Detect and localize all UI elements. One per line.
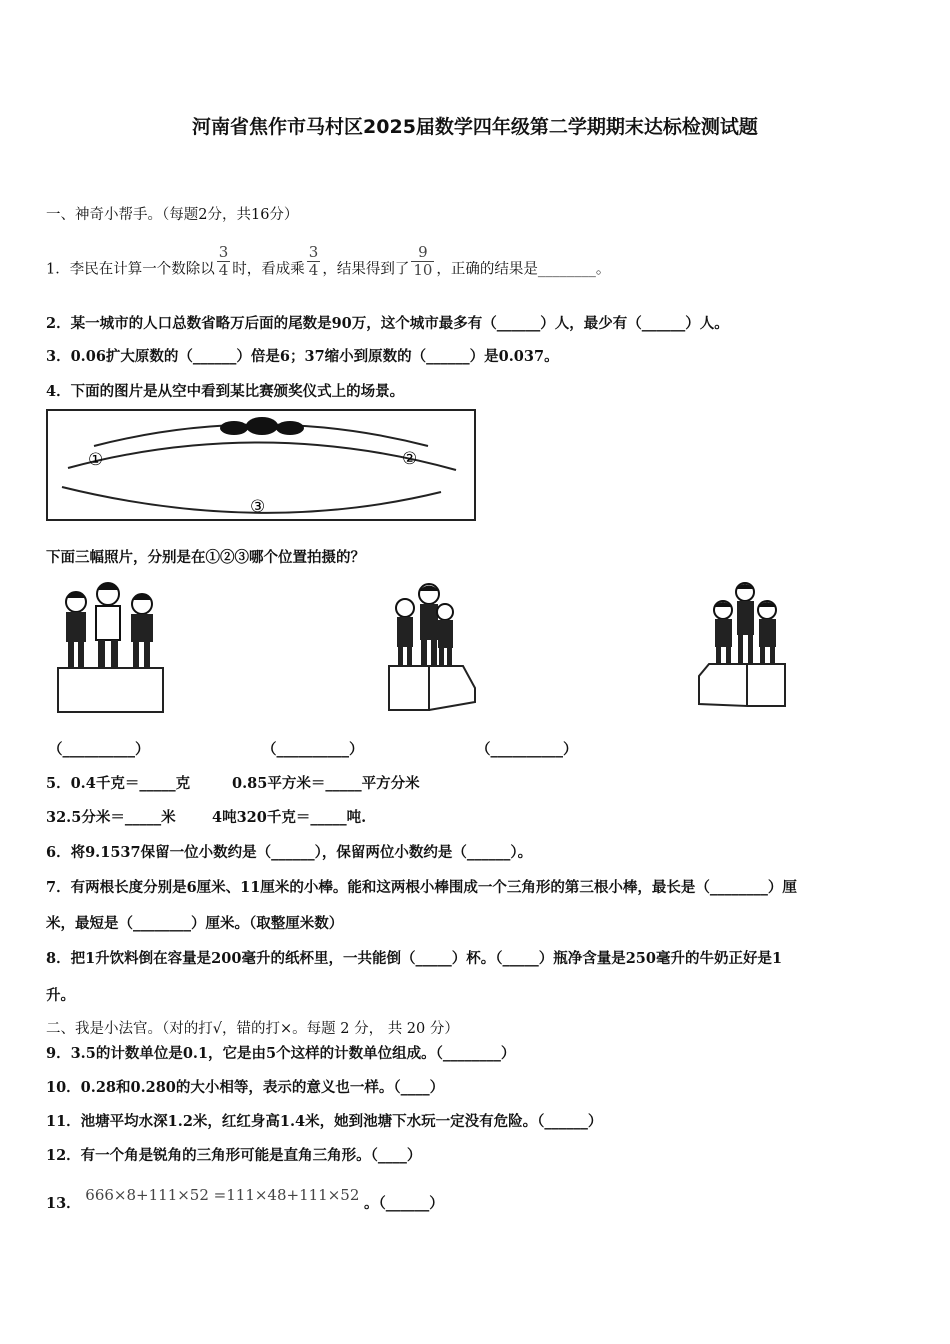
position-label-3: ③: [250, 497, 266, 517]
q1-text-4: ，正确的结果是________。: [436, 261, 611, 278]
photo-2-illustration: [385, 582, 480, 715]
question-7-line-2: 米，最短是（________）厘米。（取整厘米数）: [46, 915, 344, 932]
question-13: [46, 1186, 444, 1213]
question-5-part-1: 5．0.4千克＝_____克: [46, 775, 191, 792]
q1-text-2: 时，看成乘: [232, 261, 305, 278]
q13-number: 13．: [46, 1195, 81, 1212]
question-5-part-2: 0.85平方米＝_____平方分米: [232, 775, 420, 792]
photo-2-answer[interactable]: （__________）: [262, 741, 364, 758]
question-12: 12．有一个角是锐角的三角形可能是直角三角形。（____）: [46, 1147, 422, 1164]
question-10: 10．0.28和0.280的大小相等，表示的意义也一样。（____）: [46, 1079, 445, 1096]
question-11: 11．池塘平均水深1.2米，红红身高1.4米，她到池塘下水玩一定没有危险。（______）: [46, 1113, 603, 1130]
question-9: 9．3.5的计数单位是0.1，它是由5个这样的计数单位组成。（________）: [46, 1045, 516, 1062]
fraction-1: $\frac{3}{4}$: [218, 243, 229, 279]
position-label-1: ①: [88, 450, 104, 470]
photo-3-answer[interactable]: （__________）: [476, 741, 578, 758]
question-8-line-2: 升。: [46, 987, 75, 1004]
question-3: 3．0.06扩大原数的（______）倍是6；37缩小到原数的（______）是0.037。: [46, 348, 559, 365]
page-title: 河南省焦作市马村区2025届数学四年级第二学期期末达标检测试题: [192, 116, 758, 138]
q1-text-1: 1．李民在计算一个数除以: [46, 261, 215, 278]
question-1: [46, 243, 611, 287]
q13-formula: 666×8+111×52 =111×48+111×52: [85, 1186, 360, 1204]
question-4-prompt: 下面三幅照片，分别是在①②③哪个位置拍摄的？: [46, 549, 365, 566]
fraction-3: $\frac{9}{10}$: [413, 243, 433, 279]
fraction-2: $\frac{3}{4}$: [308, 243, 319, 279]
question-5-part-3: 32.5分米＝_____米: [46, 809, 176, 826]
position-label-2: ②: [402, 449, 418, 469]
section1-heading: 一、神奇小帮手。（每题2分，共16分）: [46, 207, 299, 223]
q1-text-3: ，结果得到了: [322, 261, 410, 278]
question-2: 2．某一城市的人口总数省略万后面的尾数是90万，这个城市最多有（______）人，最少有（______）人。: [46, 315, 729, 332]
section2-heading: 二、我是小法官。（对的打√，错的打×。每题 2 分， 共 20 分）: [46, 1021, 459, 1037]
aerial-view-diagram: [46, 408, 478, 524]
question-4: 4．下面的图片是从空中看到某比赛颁奖仪式上的场景。: [46, 383, 405, 400]
photo-3-illustration: [695, 582, 787, 712]
photo-1-illustration: [56, 580, 166, 715]
question-8-line-1: 8．把1升饮料倒在容量是200毫升的纸杯里，一共能倒（_____）杯。（_____）瓶净含量是250毫升的牛奶正好是1: [46, 950, 783, 967]
question-5-part-4: 4吨320千克＝_____吨.: [212, 809, 367, 826]
q13-answer: 。（______）: [363, 1195, 444, 1212]
question-7-line-1: 7．有两根长度分别是6厘米、11厘米的小棒。能和这两根小棒围成一个三角形的第三根小棒，最长是（________）厘: [46, 879, 797, 896]
photo-1-answer[interactable]: （__________）: [48, 741, 150, 758]
question-6: 6．将9.1537保留一位小数约是（______），保留两位小数约是（______）。: [46, 844, 533, 861]
